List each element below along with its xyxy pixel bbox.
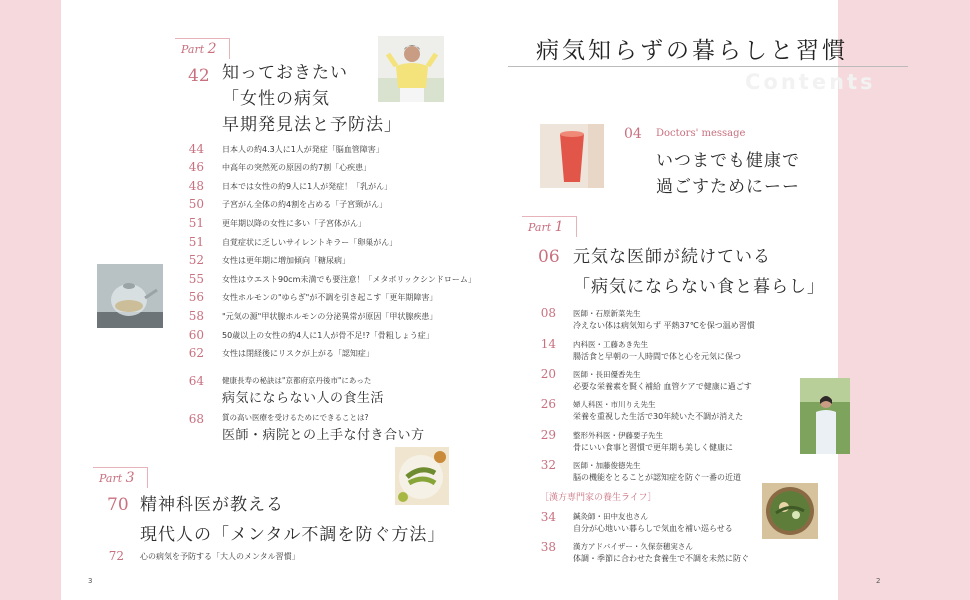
toc-page: 34: [540, 510, 556, 524]
doctors-message-label: Doctors' message: [656, 128, 746, 139]
toc-item: 栄養を重視した生活で30年続いた不調が消えた: [573, 412, 744, 421]
toc-page: 46: [188, 160, 204, 174]
expert-name: 鍼灸師・田中友也さん: [573, 512, 648, 521]
salad-bowl-photo: [762, 483, 818, 539]
toc-item: 女性は閉経後にリスクが上がる「認知症」: [222, 349, 374, 358]
toc-page: 60: [188, 328, 204, 342]
part3-label: Part: [99, 472, 123, 485]
toc-item: 日本人の約4.3人に1人が発症「脳血管障害」: [222, 145, 384, 154]
title-rule: [508, 66, 908, 67]
toc-page: 51: [188, 216, 204, 230]
toc-page: 72: [108, 549, 124, 563]
toc-item: 中高年の突然死の原因の約7割「心疾患」: [222, 163, 372, 172]
magazine-title: 病気知らずの暮らしと習慣: [536, 38, 848, 64]
toc-page: 55: [188, 272, 204, 286]
kampo-section-header: ［漢方専門家の養生ライフ］: [540, 493, 657, 503]
headline-line: 精神科医が教える: [140, 495, 284, 515]
toc-page: 20: [540, 367, 556, 381]
toc-item: 腸活食と早朝の一人時間で体と心を元気に保つ: [573, 352, 741, 361]
toc-page: 51: [188, 235, 204, 249]
part1-number: 1: [554, 219, 564, 235]
headline-line: 過ごすためにーー: [656, 177, 800, 197]
toc-item: 骨にいい食事と習慣で更年期も美しく健康に: [573, 443, 733, 452]
contents-word: Contents: [745, 70, 876, 94]
toc-page: 26: [540, 397, 556, 411]
toc-page: 58: [188, 309, 204, 323]
toc-item: 日本では女性の約9人に1人が発症！「乳がん」: [222, 182, 393, 191]
part2-headline: [222, 60, 402, 138]
right-page-number: 2: [876, 577, 881, 585]
toc-item: 女性ホルモンの"ゆらぎ"が不調を引き起こす「更年期障害」: [222, 293, 438, 302]
feature64-title: 病気にならない人の食生活: [222, 391, 385, 406]
feature68-title: 医師・病院との上手な付き合い方: [222, 428, 425, 443]
headline-line: 知っておきたい: [222, 63, 348, 83]
part2-label: Part: [181, 43, 205, 56]
doctor-name: 医師・長田優香先生: [573, 370, 641, 379]
toc-item: "元気の源"甲状腺ホルモンの分泌異常が原因「甲状腺疾患」: [222, 312, 438, 321]
toc-item: 自覚症状に乏しいサイレントキラー「卵巣がん」: [222, 238, 398, 247]
doctor-name: 医師・石原新菜先生: [573, 309, 641, 318]
toc-item: 女性は更年期に増加傾向「糖尿病」: [222, 256, 350, 265]
part1-label: Part: [528, 221, 552, 234]
part3-headline: [140, 490, 445, 550]
part2-number: 2: [207, 41, 217, 57]
feature64-subtitle: 健康長寿の秘訣は"京都府京丹後市"にあった: [222, 376, 372, 385]
toc-page: 32: [540, 458, 556, 472]
part1-headline: [573, 242, 825, 302]
doctor-portrait-photo: [800, 378, 850, 454]
toc-page: 48: [188, 179, 204, 193]
toc-item: 女性はウエスト90cm未満でも要注意！「メタボリックシンドローム」: [222, 275, 476, 284]
toc-item: 更年期以降の女性に多い「子宮体がん」: [222, 219, 366, 228]
doctor-name: 婦人科医・市川りえ先生: [573, 400, 656, 409]
feature68-subtitle: 質の高い医療を受けるためにできることは?: [222, 413, 369, 422]
feature68-page: 68: [188, 412, 204, 426]
toc-item: 冷えない体は病気知らず 平熱37℃を保つ温め習慣: [573, 321, 755, 330]
toc-item: 脳の機能をとることが認知症を防ぐ一番の近道: [573, 473, 741, 482]
toc-page: 50: [188, 197, 204, 211]
headline-line: 「女性の病気: [222, 89, 330, 109]
doctor-name: 整形外科医・伊藤要子先生: [573, 431, 663, 440]
toc-item: 心の病気を予防する「大人のメンタル習慣」: [140, 552, 300, 561]
toc-item: 子宮がん全体の約4割を占める「子宮頸がん」: [222, 200, 388, 209]
headline-line: いつまでも健康で: [656, 151, 800, 171]
headline-line: 「病気にならない食と暮らし」: [573, 277, 825, 297]
toc-page: 08: [540, 306, 556, 320]
toc-item: 自分が心地いい暮らしで気血を補い巡らせる: [573, 524, 733, 533]
left-margin-band: [0, 0, 61, 600]
toc-item: 50歳以上の女性の約4人に1人が骨不足!?「骨粗しょう症」: [222, 331, 434, 340]
expert-name: 漢方アドバイザー・久保奈穂実さん: [573, 542, 693, 551]
part2-tag: [175, 38, 230, 59]
part3-number: 3: [125, 470, 135, 486]
toc-page: 56: [188, 290, 204, 304]
part3-tag: [93, 467, 148, 488]
toc-item: 体調・季節に合わせた食養生で不調を未然に防ぐ: [573, 554, 749, 563]
woman-stretching-photo: [378, 36, 444, 102]
doctor-name: 内科医・工藤あき先生: [573, 340, 648, 349]
doctors-page-number: 04: [624, 126, 642, 142]
juice-glass-photo: [540, 124, 604, 188]
part1-tag: [522, 216, 577, 237]
doctors-headline: [656, 148, 800, 200]
part1-page-number: 06: [538, 247, 560, 267]
toc-item: 必要な栄養素を賢く補給 血管ケアで健康に過ごす: [573, 382, 752, 391]
headline-page-number: 42: [188, 66, 210, 86]
left-page-number: 3: [88, 577, 93, 585]
toc-page: 44: [188, 142, 204, 156]
doctor-name: 医師・加藤俊徳先生: [573, 461, 641, 470]
headline-line: 元気な医師が続けている: [573, 247, 771, 267]
headline-line: 早期発見法と予防法」: [222, 115, 402, 135]
feature64-page: 64: [188, 374, 204, 388]
toc-page: 38: [540, 540, 556, 554]
headline-line: 現代人の「メンタル不調を防ぐ方法」: [140, 525, 446, 545]
toc-page: 14: [540, 337, 556, 351]
glass-teapot-photo: [97, 264, 163, 328]
part3-page-number: 70: [107, 495, 129, 515]
toc-page: 52: [188, 253, 204, 267]
toc-page: 29: [540, 428, 556, 442]
toc-page: 62: [188, 346, 204, 360]
